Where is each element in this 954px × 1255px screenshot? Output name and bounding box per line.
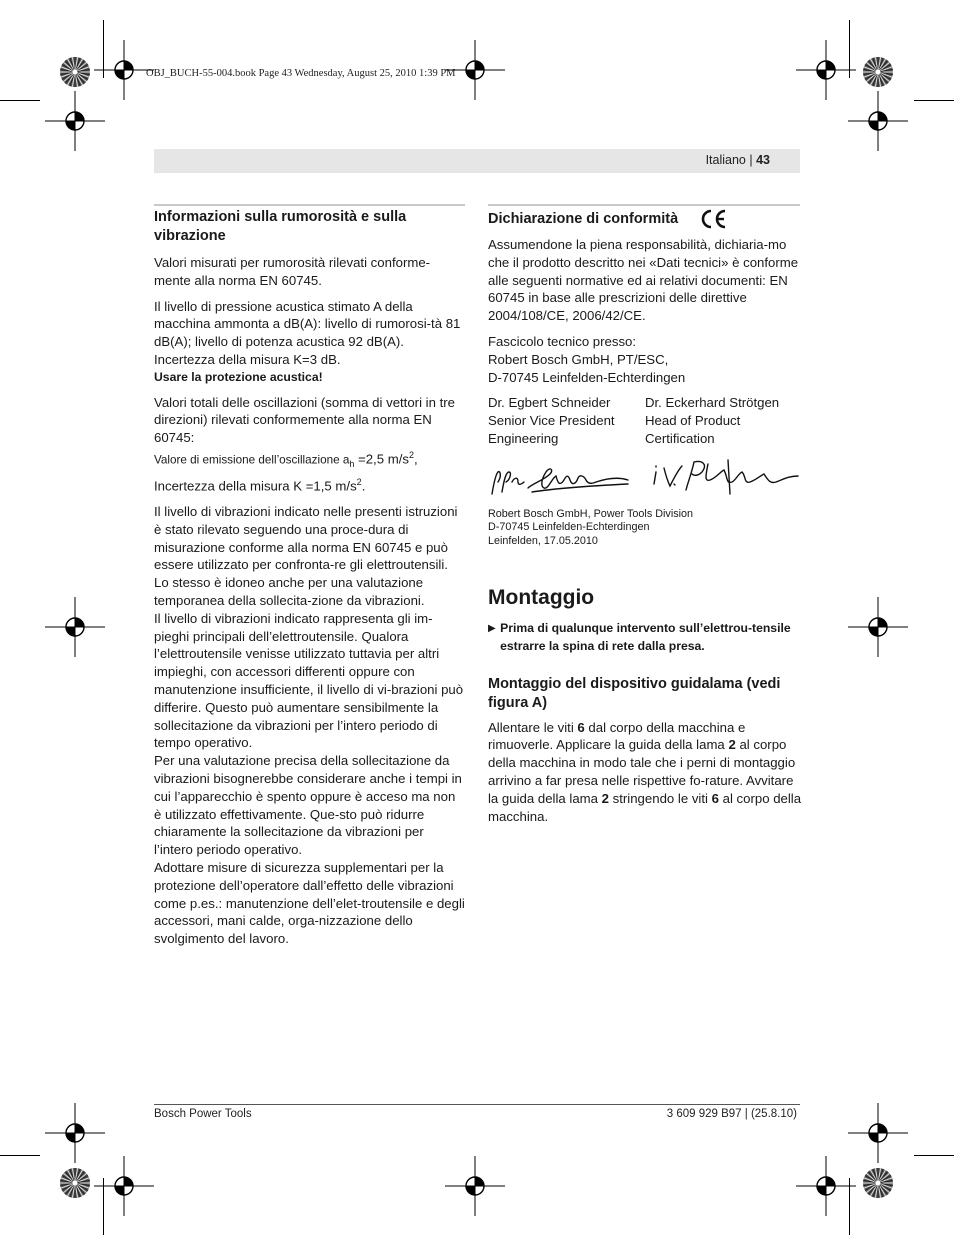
header-separator: | bbox=[749, 153, 753, 167]
paragraph: Il livello di vibrazioni indicato rappresenta gli im-pieghi principali dell’elettroutensile. Qualora l’elettroutensile venisse utilizzato tuttavia per altri impieghi, con accessori differenti oppure con manutenzione insufficiente, il livello di vi-brazioni può differire. Questo può aumentare sensibilmente la sollecitazione da vibrazioni per l’intero periodo di tempo operativo. bbox=[154, 610, 464, 751]
registration-cross-icon bbox=[445, 40, 505, 100]
paragraph: Il livello di pressione acustica stimato A della macchina ammonta a dB(A): livello di rumorosi-tà 81 dB(A); livello di potenza acustica 92 dB(A). Incertezza della misura K=3 dB. bbox=[154, 298, 461, 367]
registration-cross-icon bbox=[796, 40, 856, 100]
noise-vibration-heading: Informazioni sulla rumorosità e sulla vibrazione bbox=[154, 209, 407, 244]
registration-cross-icon bbox=[848, 1103, 908, 1163]
header-language: Italiano bbox=[705, 153, 746, 167]
blade-guide-text: Allentare le viti 6 dal corpo della macchina e rimuoverle. Applicare la guida della lama 2 al corpo della macchina in modo tale che i perni di montaggio arrivino a far presa nelle rispettive fo-rature. Avvitare la guida della lama 2 stringendo le viti 6 al corpo della macchina. bbox=[488, 719, 802, 824]
conformity-heading: Dichiarazione di conformità bbox=[488, 208, 802, 230]
registration-cross-icon bbox=[45, 1103, 105, 1163]
footer-code: 3 609 929 B97 | (25.8.10) bbox=[666, 1108, 797, 1120]
hearing-protection-note: Usare la protezione acustica! bbox=[154, 369, 323, 384]
triangle-right-icon: ▶ bbox=[488, 622, 496, 634]
paragraph: Il livello di vibrazioni indicato nelle presenti istruzioni è stato rilevato seguendo una proce-dura di misurazione conforme alla norma EN 60745 e può essere utilizzato per confronta-re gli elettroutensili. Lo stesso è idoneo anche per una valutazione temporanea della sollecita-zione da vibrazioni. bbox=[154, 503, 458, 608]
signatory-2: Dr. Eckerhard Strötgen Head of Product Certification bbox=[645, 395, 780, 446]
crop-line bbox=[0, 100, 40, 101]
page-header bbox=[706, 153, 770, 167]
safety-warning: ▶ Prima di qualunque intervento sull’elettrou-tensile estrarre la spina di rete dalla presa. bbox=[488, 620, 791, 653]
ce-mark-icon bbox=[698, 208, 728, 230]
header-bar bbox=[154, 149, 800, 173]
left-column bbox=[154, 208, 466, 948]
signatory-1: Dr. Egbert Schneider Senior Vice President Engineering bbox=[488, 395, 615, 446]
paragraph: Valori misurati per rumorosità rilevati conforme-mente alla norma EN 60745. bbox=[154, 255, 431, 288]
right-column-rule bbox=[488, 204, 800, 206]
crop-line bbox=[103, 1178, 104, 1235]
right-column bbox=[488, 208, 802, 833]
registration-cross-icon bbox=[45, 597, 105, 657]
registration-star-icon bbox=[59, 1167, 91, 1199]
crop-line bbox=[103, 20, 104, 78]
crop-line bbox=[849, 1178, 850, 1235]
signature-address: Robert Bosch GmbH, Power Tools Division D-70745 Leinfelden-Echterdingen Leinfelden, 17.05.2010 bbox=[488, 507, 694, 547]
handwritten-signatures bbox=[488, 454, 802, 502]
signatories bbox=[488, 394, 802, 447]
conformity-text: Assumendone la piena responsabilità, dichiaria-mo che il prodotto descritto nei «Dati tecnici» è conforme alle seguenti normative ed ai relativi documenti: EN 60745 in base alle prescrizioni delle direttive 2004/108/CE, 2006/42/CE. bbox=[488, 237, 799, 324]
crop-line bbox=[914, 1155, 954, 1156]
page-number: 43 bbox=[756, 153, 770, 167]
crop-line bbox=[0, 1155, 40, 1156]
technical-file: Fascicolo tecnico presso: Robert Bosch GmbH, PT/ESC, D-70745 Leinfelden-Echterdingen bbox=[488, 333, 686, 385]
paragraph: Per una valutazione precisa della sollecitazione da vibrazioni bisognerebbe considerare anche i tempi in cui l’apparecchio è spento oppure è acceso ma non è utilizzato effettivamente. Que-sto può ridurre chiaramente la sollecitazione da vibrazioni per l’intero periodo operativo. bbox=[154, 753, 462, 858]
registration-cross-icon bbox=[445, 1156, 505, 1216]
print-info: OBJ_BUCH-55-004.book Page 43 Wednesday, August 25, 2010 1:39 PM bbox=[146, 68, 456, 79]
registration-star-icon bbox=[59, 56, 91, 88]
blade-guide-heading: Montaggio del dispositivo guidalama (vedi figura A) bbox=[488, 675, 781, 711]
paragraph: Valori totali delle oscillazioni (somma di vettori in tre direzioni) rilevati conformemente alla norma EN 60745: bbox=[154, 394, 455, 446]
vibration-values: Valore di emissione dell’oscillazione $a_h =2,5$ $m/s^2$, Incertezza della misura K =1,5 $m/s^2$. bbox=[154, 449, 418, 494]
registration-star-icon bbox=[862, 56, 894, 88]
assembly-title: Montaggio bbox=[488, 585, 595, 609]
registration-cross-icon bbox=[796, 1156, 856, 1216]
paragraph: Adottare misure di sicurezza supplementari per la protezione dell’operatore dall’effetto delle vibrazioni come p.es.: manutenzione dell’elet-troutensile e degli accessori, mani calde, orga-nizzazione dello svolgimento del lavoro. bbox=[154, 859, 465, 947]
footer-rule bbox=[154, 1104, 800, 1105]
crop-line bbox=[914, 100, 954, 101]
footer-brand: Bosch Power Tools bbox=[154, 1108, 252, 1120]
left-column-rule bbox=[154, 204, 465, 206]
registration-cross-icon bbox=[848, 91, 908, 151]
registration-cross-icon bbox=[848, 597, 908, 657]
crop-line bbox=[849, 20, 850, 78]
registration-star-icon bbox=[862, 1167, 894, 1199]
registration-cross-icon bbox=[45, 91, 105, 151]
